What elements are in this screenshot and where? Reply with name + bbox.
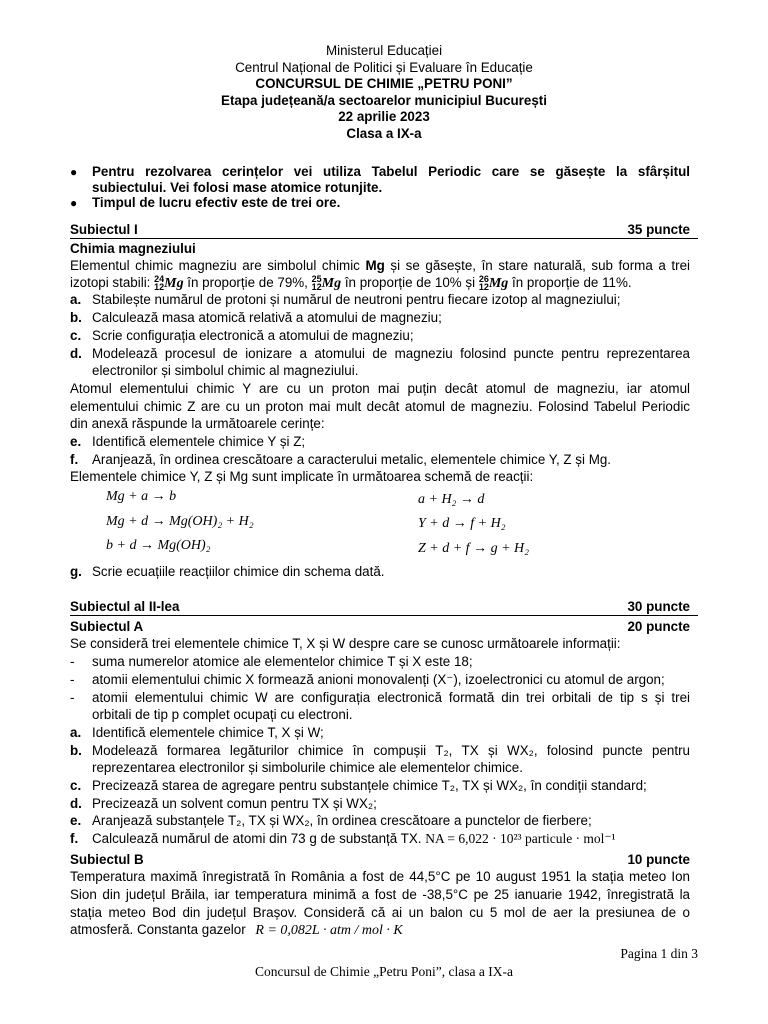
- divider: [70, 238, 698, 239]
- center-line: Centrul Național de Politici și Evaluare în Educație: [235, 59, 533, 75]
- s1-f-label: f.: [70, 452, 79, 467]
- s1-c-label: c.: [70, 328, 82, 343]
- s2a-f-text: Calculează numărul de atomi din 73 g de substanță TX. NA = 6,022 · 10²³ particule · mol⁻¹: [92, 831, 616, 846]
- reaction-3: b + d → Mg(OH)₂: [106, 538, 211, 553]
- header: [0, 43, 768, 142]
- s1-g-label: g.: [70, 564, 82, 579]
- s2a-e-label: e.: [70, 813, 82, 828]
- s1-para-2: elementului chimic Z are cu un proton mai mult decât atomul de magneziu. Folosind Tabelul Periodic: [70, 399, 690, 414]
- s2a-c-text: Precizează starea de agregare pentru substanțele chimice T₂, TX și WX₂, în condiții standard;: [92, 778, 647, 793]
- s2a-info-1: suma numerelor atomice ale elementelor chimice T și X este 18;: [92, 654, 473, 669]
- s2a-b-text-1: Modelează formarea legăturilor chimice în compușii T₂, TX și WX₂, folosind puncte pentru: [92, 743, 690, 758]
- gas-constant: R = 0,082L · atm / mol · K: [255, 923, 403, 938]
- s2a-info-3a: atomii elementului chimic W are configurația electronică formată din trei orbitali de tip s și trei: [92, 690, 690, 705]
- isotope-26mg: 26 12: [478, 274, 489, 293]
- s2a-e-text: Aranjează substanțele T₂, TX și WX₂, în ordinea crescătoare a punctelor de fierbere;: [92, 813, 592, 828]
- section-2-points: 30 puncte: [627, 599, 690, 614]
- s1-d-text-1: Modelează procesul de ionizare a atomului de magneziu folosind puncte pentru reprezentarea: [92, 346, 690, 361]
- s2a-a-label: a.: [70, 725, 82, 740]
- instruction-1b: subiectului. Vei folosi mase atomice rotunjite.: [92, 180, 383, 195]
- reaction-1: Mg + a → b: [106, 489, 177, 504]
- divider: [70, 615, 698, 616]
- s2a-intro: Se consideră trei elementele chimice T, X și W despre care se cunosc următoarele informații:: [70, 636, 621, 651]
- section-2b-points: 10 puncte: [627, 852, 690, 867]
- s1-c-text: Scrie configurația electronică a atomului de magneziu;: [92, 328, 414, 343]
- s1-d-text-2: electronilor și simbolul chimic al magneziului.: [92, 363, 359, 378]
- class-line: Clasa a IX-a: [346, 125, 422, 141]
- instruction-2: Timpul de lucru efectiv este de trei ore.: [92, 195, 341, 210]
- section-1-points: 35 puncte: [627, 222, 690, 237]
- s1-para-1: Atomul elementului chimic Y are cu un proton mai puțin decât atomul de magneziu, iar atomul: [70, 381, 690, 396]
- dash-marker: -: [70, 690, 75, 705]
- dash-marker: -: [70, 654, 75, 669]
- s2a-c-label: c.: [70, 778, 82, 793]
- s2a-info-3b: orbitali de tip p complet ocupați cu electroni.: [92, 707, 353, 722]
- s1-intro-line-1: Elementul chimic magneziu are simbolul chimic Mg și se găsește, în stare naturală, sub forma a trei: [70, 258, 690, 273]
- section-1-title: Subiectul I: [70, 222, 138, 237]
- section-2a-title: Subiectul A: [70, 619, 144, 634]
- bullet-icon: ●: [70, 165, 78, 179]
- date-line: 22 aprilie 2023: [338, 109, 430, 124]
- s2b-text-4: atmosferă. Constanta gazelor R = 0,082L · atm / mol · K: [70, 922, 403, 938]
- isotope-25mg: 25 12: [311, 274, 322, 293]
- s1-intro-line-2: izotopi stabili: 24 12 Mg în proporție de 79%, 25 12 Mg în proporție de 10% și 26 12 Mg în proporție de 11%.: [70, 274, 632, 293]
- s1-b-label: b.: [70, 310, 82, 325]
- section-2-heading: [70, 598, 690, 615]
- s2b-text-3: stația meteo Bod din județul Brașov. Consideră că ai un balon cu 5 mol de aer la presiunea de o: [70, 905, 690, 920]
- dash-marker: -: [70, 672, 75, 687]
- s1-para-3: din anexă răspunde la următoarele cerințe:: [70, 416, 325, 431]
- stage-line: Etapa județeană/a sectoarelor municipiul București: [221, 92, 547, 108]
- section-2b-title: Subiectul B: [70, 852, 144, 867]
- s1-d-label: d.: [70, 346, 82, 361]
- s2b-text-2: Sion din județul Brăila, iar temperatura minimă a fost de -38,5°C pe 25 ianuarie 1942, înregistrată la: [70, 887, 690, 902]
- s1-g-text: Scrie ecuațiile reacțiilor chimice din schema dată.: [92, 564, 385, 579]
- s1-e-label: e.: [70, 434, 82, 449]
- avogadro-constant: NA = 6,022 · 10²³ particule · mol⁻¹: [425, 831, 616, 846]
- reaction-6: Z + d + f → g + H₂: [418, 541, 529, 556]
- section-2a-heading: [70, 618, 690, 635]
- s2a-d-text: Precizează un solvent comun pentru TX și WX₂;: [92, 796, 377, 811]
- s2b-text-1: Temperatura maximă înregistrată în România a fost de 44,5°C pe 10 august 1951 la stația meteo Ion: [70, 869, 690, 884]
- page-number: Pagina 1 din 3: [620, 946, 698, 961]
- s2a-b-label: b.: [70, 743, 82, 758]
- s2a-d-label: d.: [70, 796, 82, 811]
- footer-title: Concursul de Chimie „Petru Poni”, clasa a IX-a: [255, 964, 513, 979]
- section-2b-heading: [70, 851, 690, 868]
- instruction-1: Pentru rezolvarea cerințelor vei utiliza Tabelul Periodic care se găsește la sfârșitul: [92, 164, 690, 179]
- s1-e-text: Identifică elementele chimice Y și Z;: [92, 434, 306, 449]
- s2a-a-text: Identifică elementele chimice T, X și W;: [92, 725, 324, 740]
- s1-para-4: Elementele chimice Y, Z și Mg sunt implicate în următoarea schemă de reacții:: [70, 469, 534, 484]
- section-1-subtitle: Chimia magneziului: [70, 241, 196, 256]
- section-2a-points: 20 puncte: [627, 619, 690, 634]
- reaction-4: a + H₂ → d: [418, 492, 485, 507]
- contest-title: CONCURSUL DE CHIMIE „PETRU PONI”: [255, 76, 513, 91]
- isotope-24mg: 24 12: [154, 274, 165, 293]
- section-2-title: Subiectul al II-lea: [70, 599, 180, 614]
- ministry-line: Ministerul Educației: [325, 43, 443, 58]
- s1-b-text: Calculează masa atomică relativă a atomului de magneziu;: [92, 310, 442, 325]
- bullet-icon: ●: [70, 196, 78, 210]
- s2a-f-label: f.: [70, 831, 79, 846]
- s2a-b-text-2: reprezentarea electronilor și simbolurile chimice ale elementelor chimice.: [92, 760, 523, 775]
- s1-f-text: Aranjează, în ordinea crescătoare a caracterului metalic, elementele chimice Y, Z și Mg.: [92, 452, 612, 467]
- s2a-info-2: atomii elementului chimic X formează anioni monovalenți (X⁻), izoelectronici cu atomul de argon;: [92, 672, 665, 687]
- reaction-2: Mg + d → Mg(OH)₂ + H₂: [106, 514, 254, 529]
- s1-a-text: Stabilește numărul de protoni și numărul de neutroni pentru fiecare izotop al magneziului;: [92, 292, 621, 307]
- reaction-5: Y + d → f + H₂: [418, 516, 506, 531]
- s1-a-label: a.: [70, 292, 82, 307]
- section-1-heading: [70, 221, 690, 238]
